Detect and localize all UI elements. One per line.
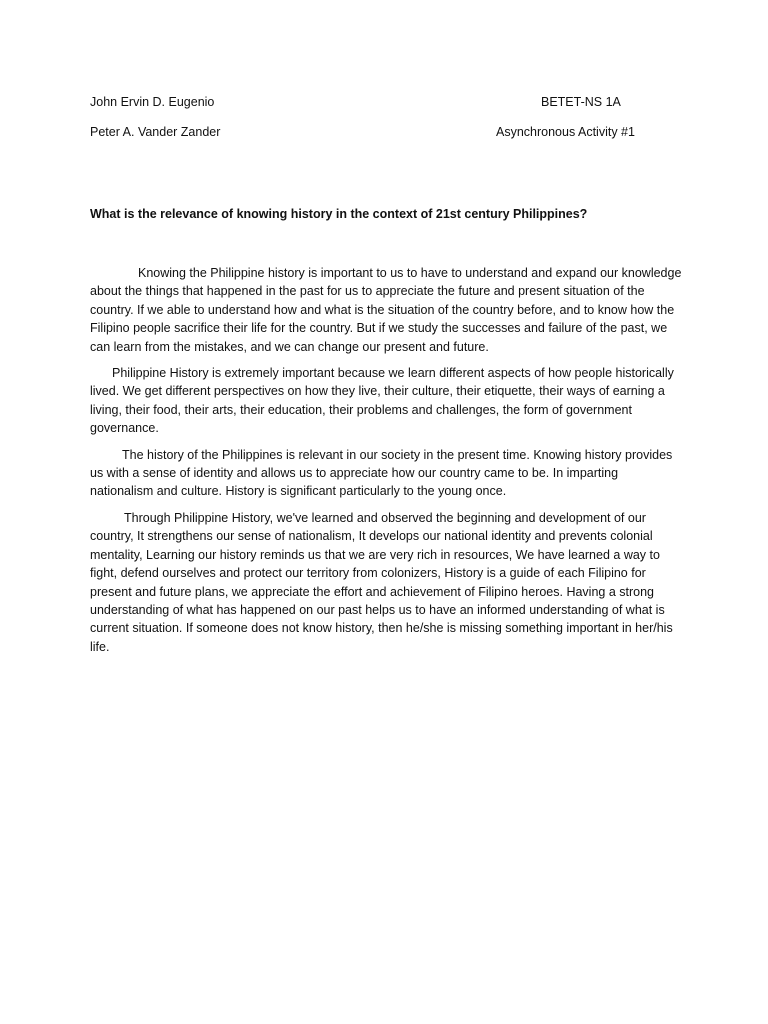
- student-name: John Ervin D. Eugenio: [90, 95, 215, 109]
- essay-body: [90, 264, 682, 664]
- paragraph-1: Knowing the Philippine history is important to us to have to understand and expand our knowledge about the things that happened in the past for us to appreciate the future and present situation of the country. If we able to understand how and what is the situation of the country before, and to know how the Filipino people sacrifice their life for the country. But if we study the successes and failure of the past, we can learn from the mistakes, and we can change our present and future.: [90, 266, 682, 354]
- activity-label: Asynchronous Activity #1: [496, 125, 635, 139]
- section-label: BETET-NS 1A: [541, 95, 621, 109]
- paragraph-3: The history of the Philippines is relevant in our society in the present time. Knowing history provides us with a sense of identity and allows us to appreciate how our country came to be. In imparting nationalism and culture. History is significant particularly to the young once.: [90, 447, 673, 499]
- paragraph-2: Philippine History is extremely important because we learn different aspects of how people historically lived. We get different perspectives on how they live, their culture, their etiquette, their ways of earning a living, their food, their arts, their education, their problems and challenges, the form of government governance.: [90, 366, 674, 436]
- essay-question: What is the relevance of knowing history in the context of 21st century Philippines?: [90, 207, 588, 221]
- paragraph-4: Through Philippine History, we've learned and observed the beginning and development of our country, It strengthens our sense of nationalism, It develops our national identity and prevents colonial mentality, Learning our history reminds us that we are very rich in resources, We have learned a way to fight, defend ourselves and protect our territory from colonizers, History is a guide of each Filipino for present and future plans, we appreciate the effort and achievement of Filipino heroes. Having a strong understanding of what has happened on our past helps us to have an informed understanding of what is current situation. If someone does not know history, then he/she is missing something important in her/his life.: [90, 510, 673, 654]
- professor-name: Peter A. Vander Zander: [90, 125, 221, 139]
